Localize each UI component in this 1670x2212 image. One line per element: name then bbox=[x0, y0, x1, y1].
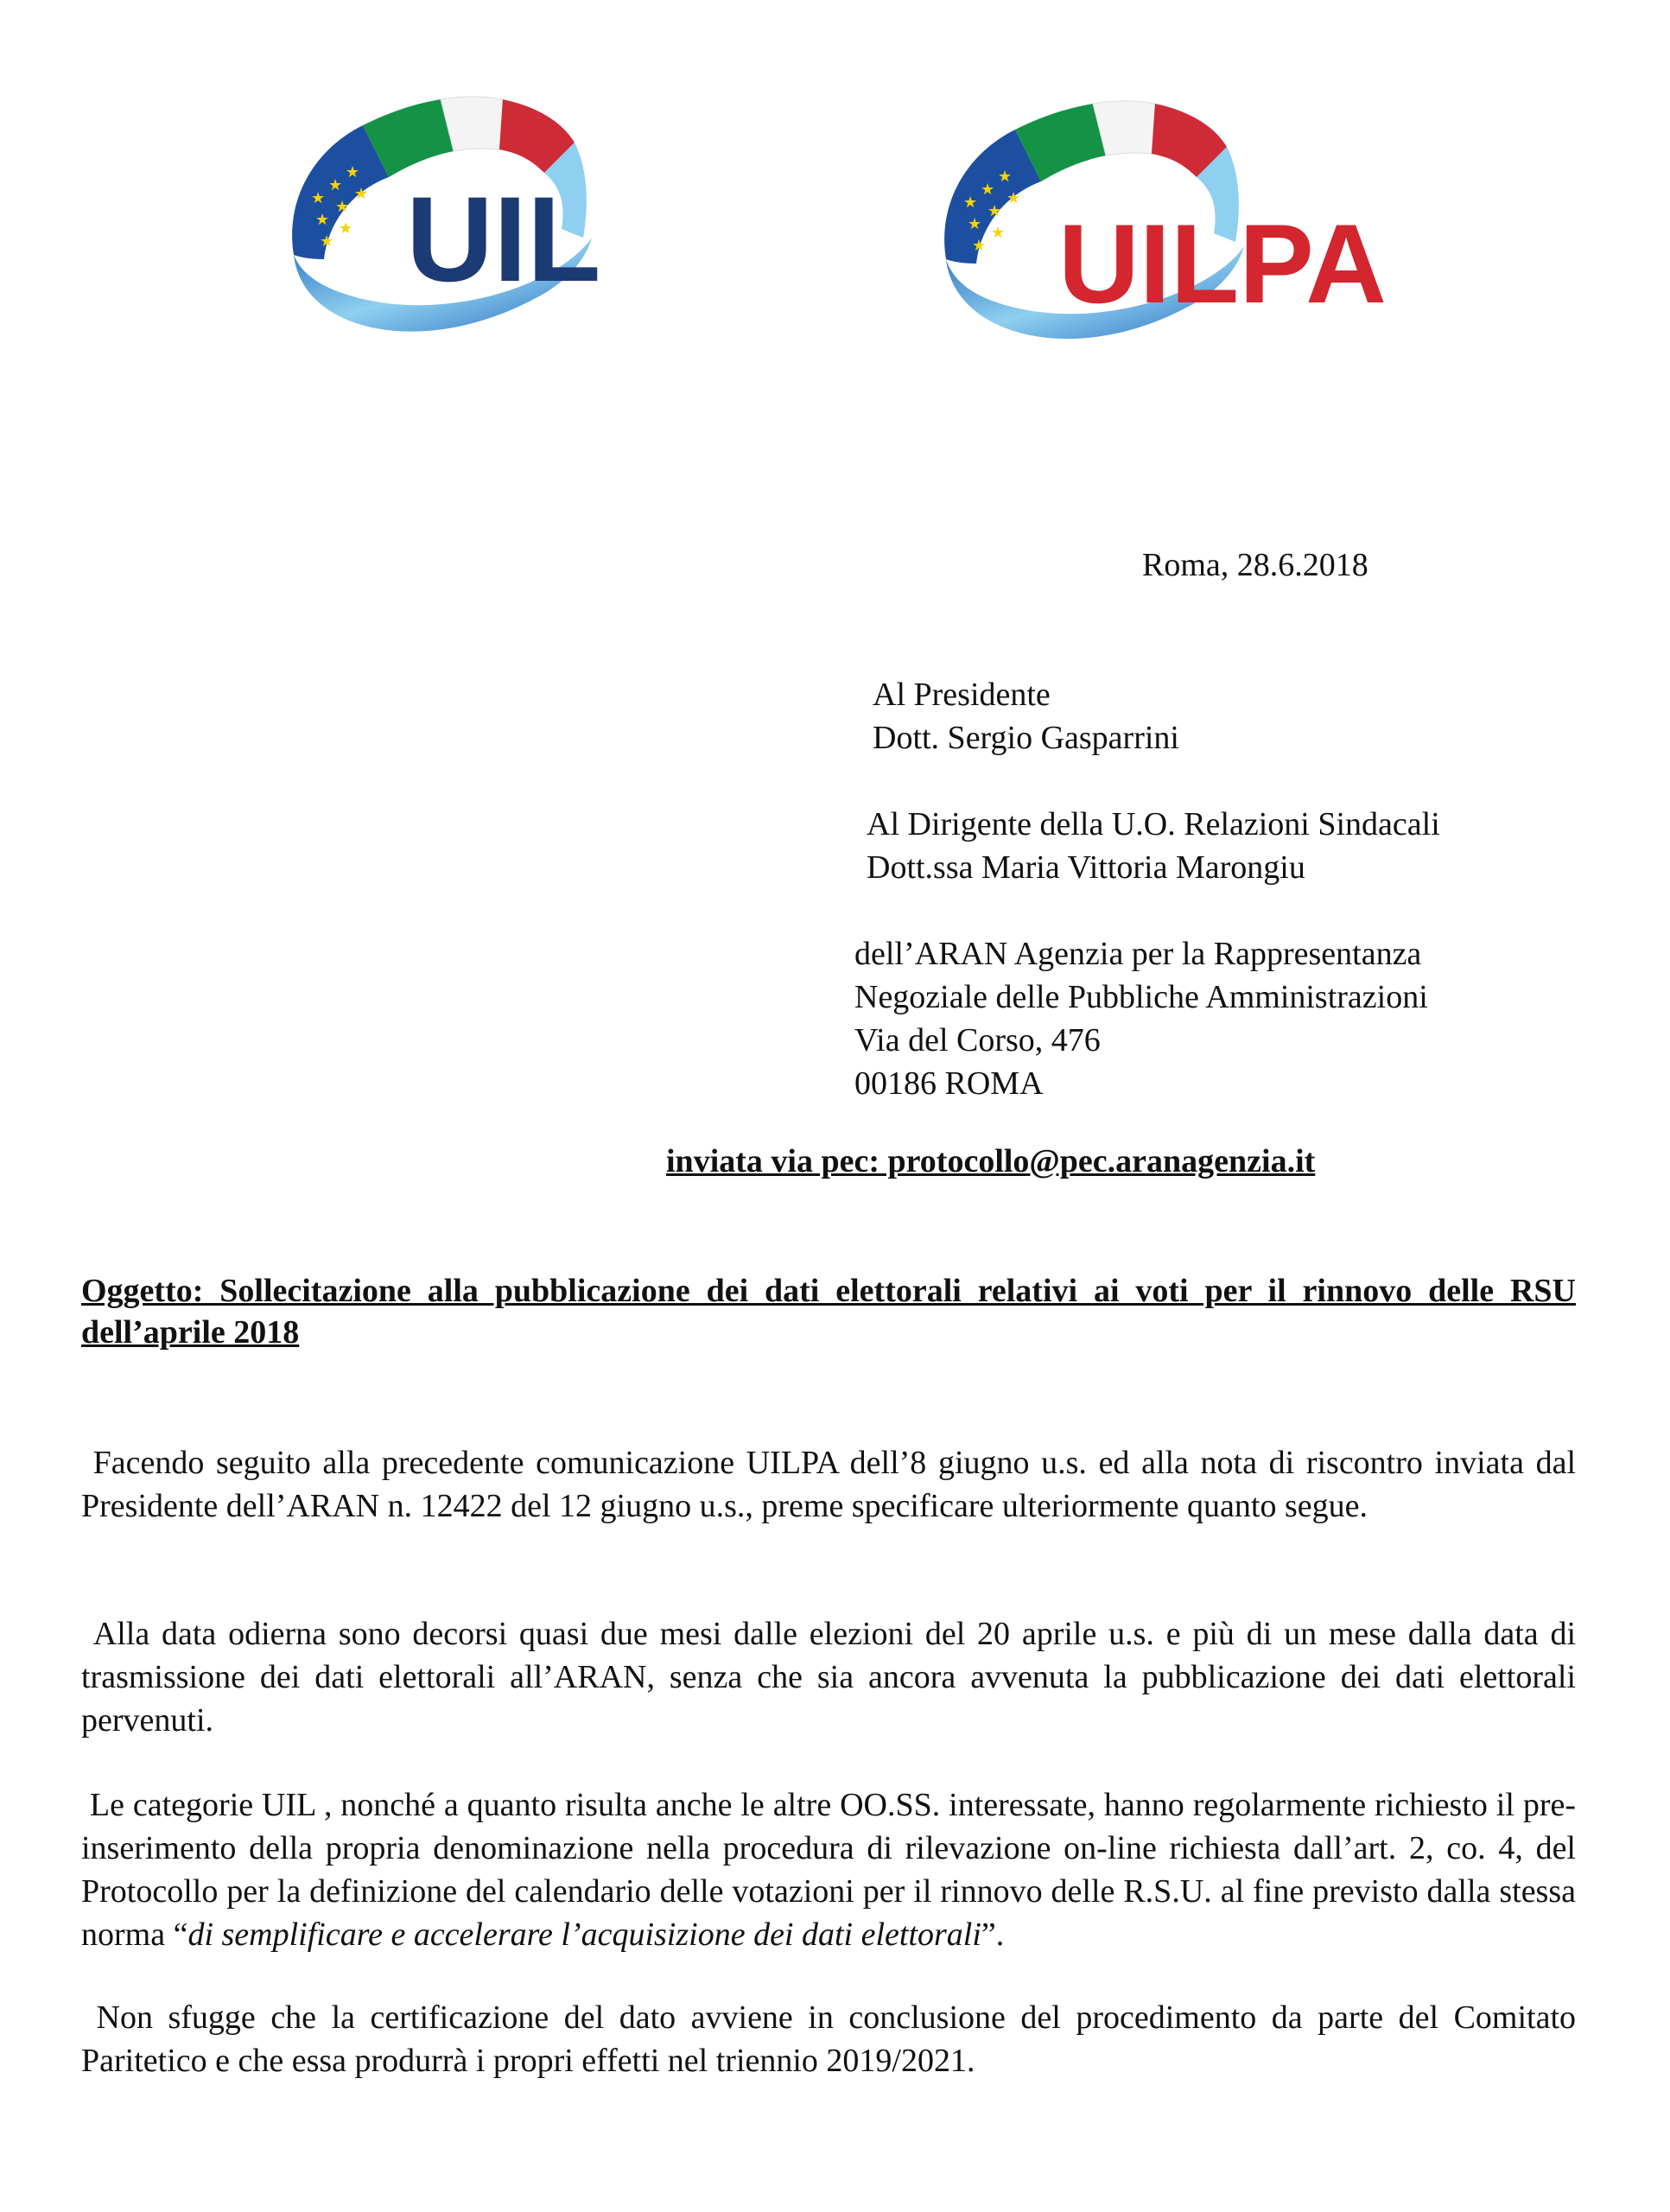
uilpa-logo bbox=[929, 73, 1395, 376]
body-paragraph-4 bbox=[81, 1996, 1576, 2082]
uilpa-logo-text: UILPA bbox=[1058, 200, 1387, 327]
recipient-2-line-1: Al Dirigente della U.O. Relazioni Sindacali bbox=[867, 806, 1440, 842]
svg-text:★: ★ bbox=[311, 189, 326, 207]
body-paragraph-1 bbox=[81, 1441, 1576, 1528]
svg-text:★: ★ bbox=[339, 219, 353, 237]
svg-text:★: ★ bbox=[354, 185, 369, 202]
svg-text:★: ★ bbox=[335, 198, 350, 215]
svg-text:★: ★ bbox=[981, 181, 995, 198]
svg-text:★: ★ bbox=[987, 202, 1002, 219]
body-paragraph-3-text: Le categorie UIL , nonché a quanto risulta anche le altre OO.SS. interessate, hanno regolarmente richiesto il pre-inserimento della propria denominazione nella procedura di rilevazione on-line richiesta dall’art. 2, co. 4, del Protocollo per la definizione del calendario delle votazioni per il rinnovo delle R.S.U. al fine previsto dalla stessa norma “ bbox=[81, 1787, 1576, 1953]
recipient-2-line-2: Dott.ssa Maria Vittoria Marongiu bbox=[867, 849, 1305, 886]
svg-text:★: ★ bbox=[963, 194, 978, 211]
body-paragraph-4-text: Non sfugge che la certificazione del dato avviene in conclusione del procedimento da parte del Comitato Paritetico e che essa produrrà i propri effetti nel triennio 2019/2021. bbox=[81, 1999, 1577, 2079]
uilpa-logo-graphic bbox=[929, 73, 1395, 376]
recipient-3-line-3: Via del Corso, 476 bbox=[854, 1022, 1101, 1058]
svg-text:★: ★ bbox=[1006, 189, 1021, 207]
uil-logo-graphic bbox=[276, 73, 605, 367]
svg-text:★: ★ bbox=[998, 168, 1013, 185]
body-paragraph-2 bbox=[81, 1612, 1576, 1742]
svg-text:★: ★ bbox=[328, 176, 343, 194]
body-paragraph-3-quote: di semplificare e accelerare l’acquisizione dei dati elettorali bbox=[187, 1916, 981, 1953]
svg-text:★: ★ bbox=[346, 163, 360, 181]
recipient-3-line-1: dell’ARAN Agenzia per la Rappresentanza bbox=[854, 936, 1422, 972]
recipient-3-line-4: 00186 ROMA bbox=[854, 1065, 1044, 1102]
svg-text:★: ★ bbox=[991, 224, 1006, 241]
body-paragraph-3-end: ”. bbox=[981, 1916, 1005, 1953]
svg-text:★: ★ bbox=[315, 211, 330, 228]
pec-line: inviata via pec: protocollo@pec.aranagenzia.it bbox=[666, 1143, 1316, 1179]
body-paragraph-1-text: Facendo seguito alla precedente comunicazione UILPA dell’8 giugno u.s. ed alla nota di riscontro inviata dal Presidente dell’ARAN n. 12422 del 12 giugno u.s., preme specificare ulteriormente quanto segue. bbox=[81, 1445, 1577, 1524]
recipient-1-line-1: Al Presidente bbox=[873, 677, 1051, 713]
uil-logo bbox=[276, 73, 605, 367]
svg-text:★: ★ bbox=[320, 232, 334, 250]
letter-date: Roma, 28.6.2018 bbox=[1142, 547, 1368, 583]
svg-text:★: ★ bbox=[968, 215, 982, 232]
recipient-1-line-2: Dott. Sergio Gasparrini bbox=[873, 720, 1179, 756]
letter-subject: Oggetto: Sollecitazione alla pubblicazione dei dati elettorali relativi ai voti per il rinnovo delle RSU dell’aprile 2018 bbox=[81, 1273, 1576, 1351]
uil-logo-text: UIL bbox=[406, 171, 601, 307]
body-paragraph-2-text: Alla data odierna sono decorsi quasi due mesi dalle elezioni del 20 aprile u.s. e più di un mese dalla data di trasmissione dei dati elettorali all’ARAN, senza che sia ancora avvenuta la pubblicazione dei dati elettorali pervenuti. bbox=[81, 1616, 1576, 1738]
body-paragraph-3 bbox=[81, 1783, 1576, 1956]
recipient-3-line-2: Negoziale delle Pubbliche Amministrazioni bbox=[854, 979, 1428, 1015]
svg-text:★: ★ bbox=[972, 237, 987, 254]
